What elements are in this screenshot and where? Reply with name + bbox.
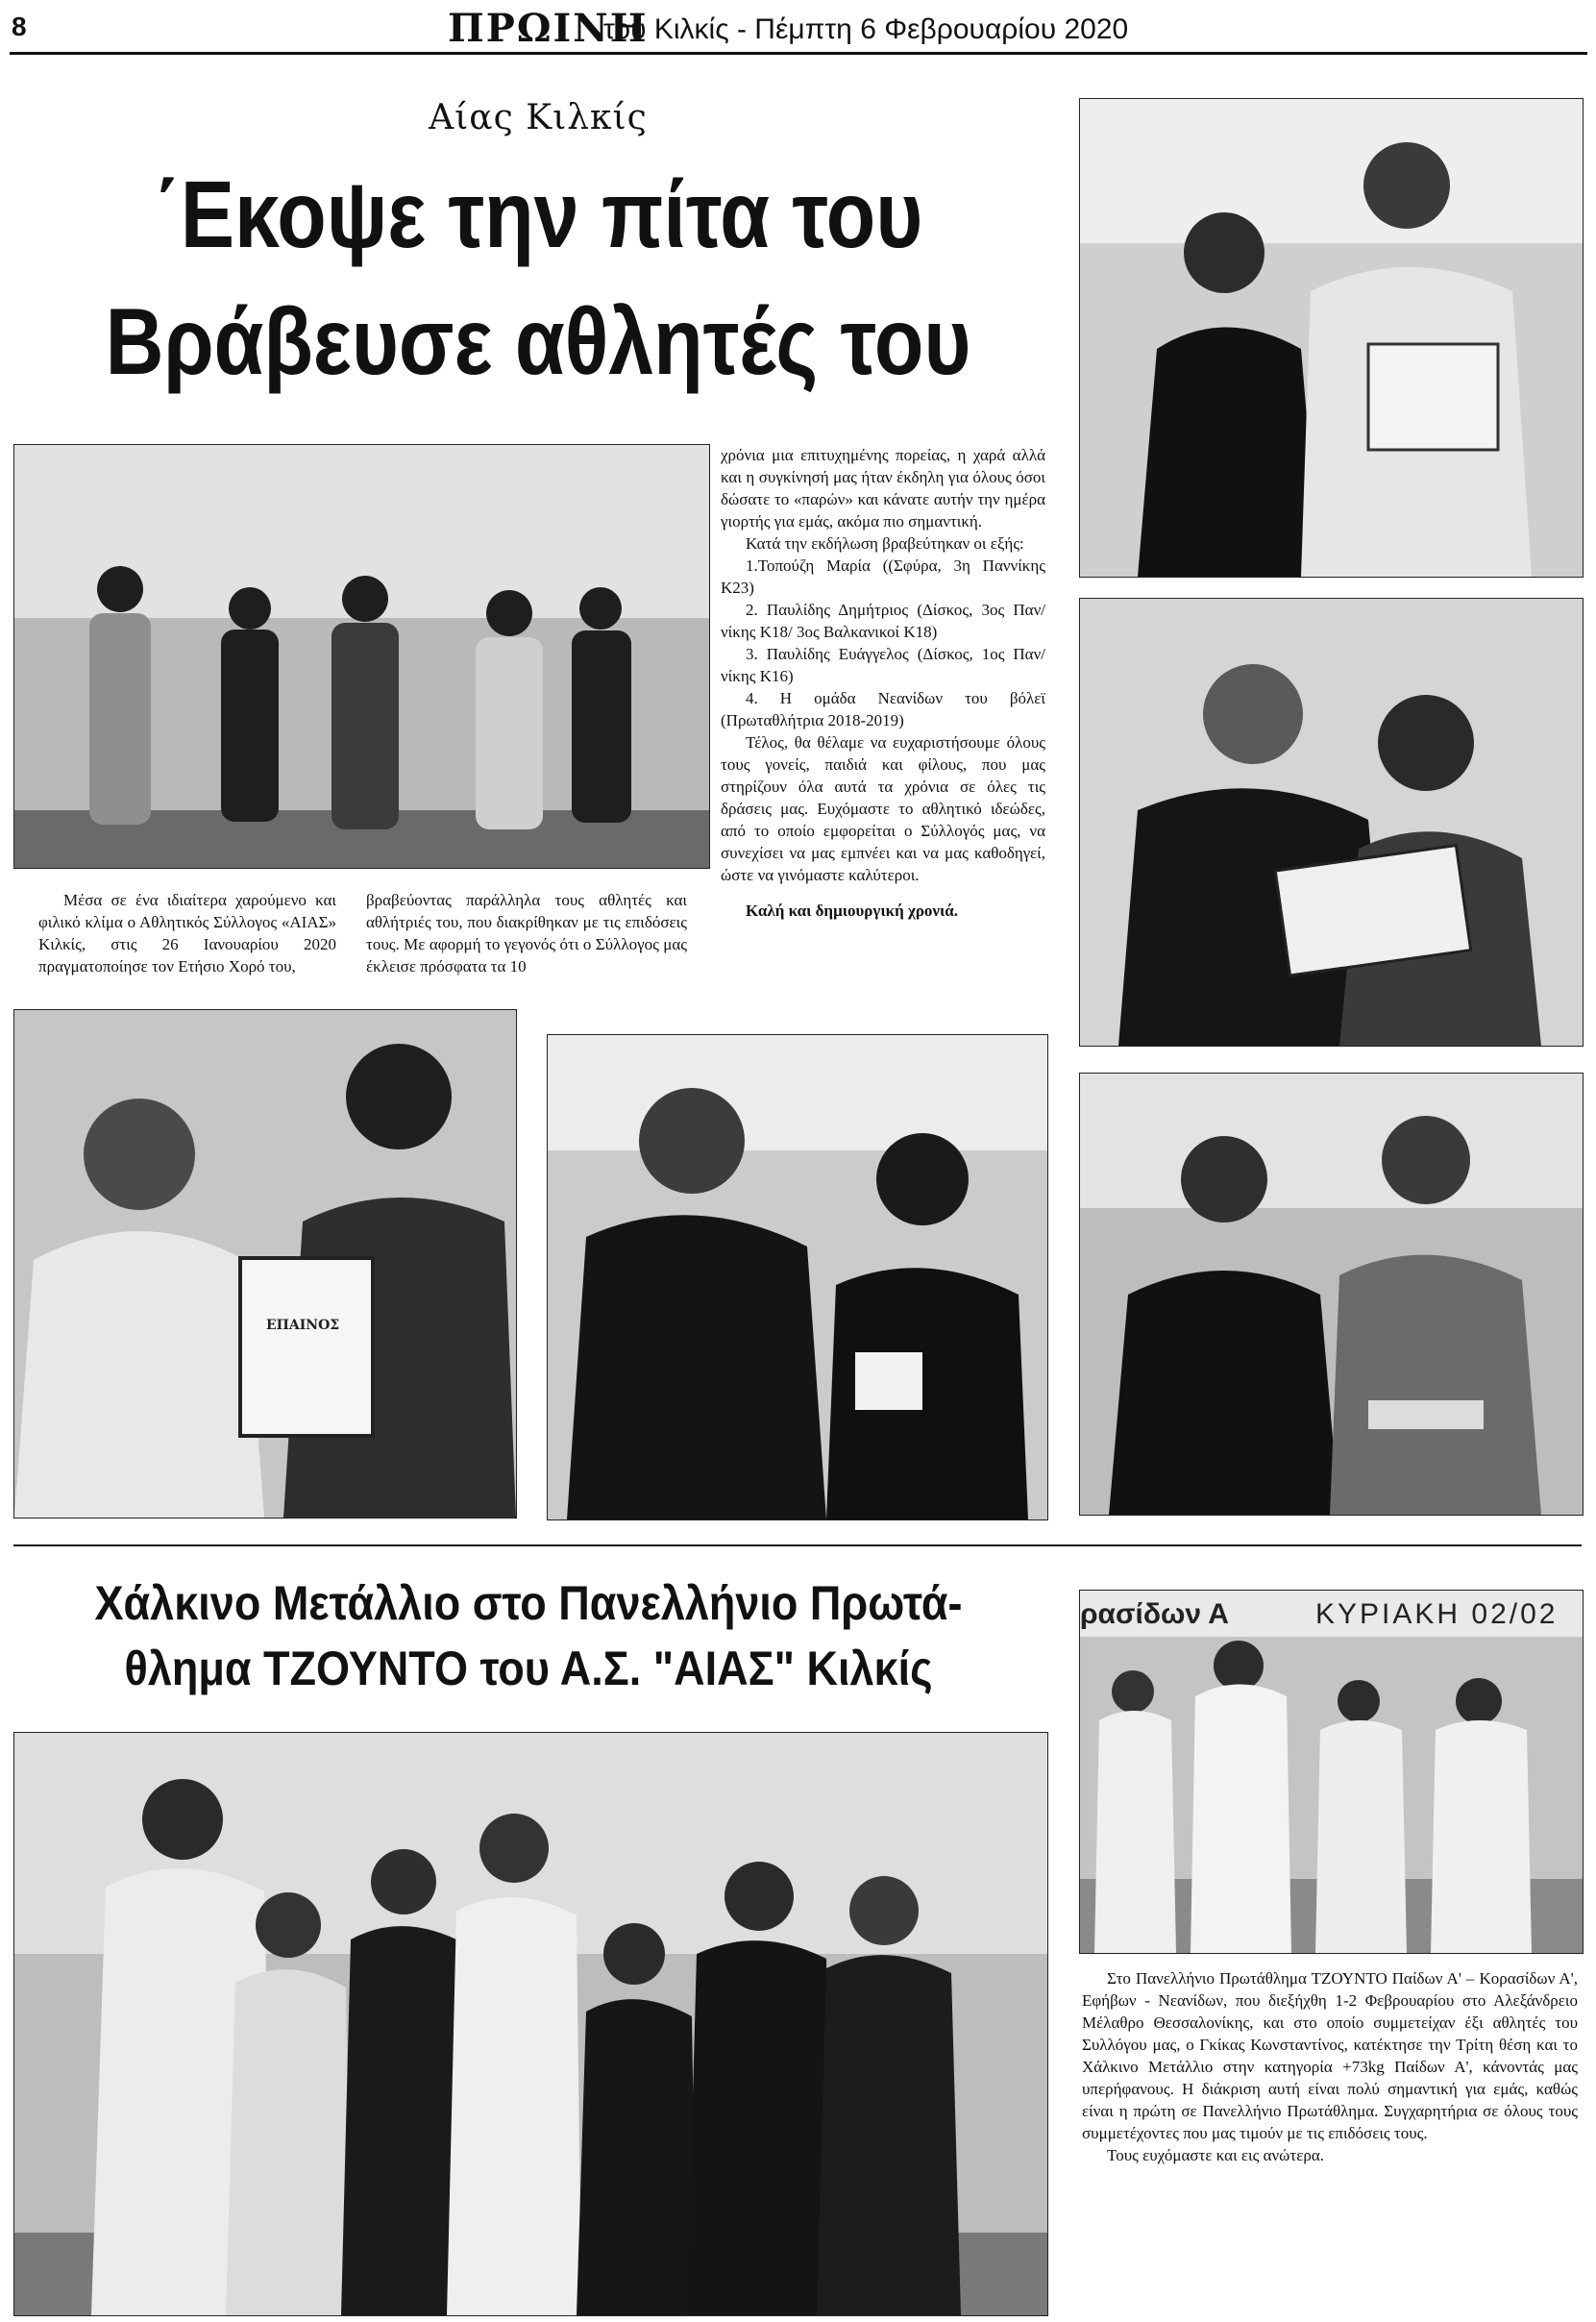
award-item-2: 2. Παυλίδης Δημήτριος (Δίσκος, 3ος Παν/νίκης Κ18/ 3ος Βαλκανικοί Κ18) — [721, 601, 1045, 641]
article1-column-1 — [38, 889, 336, 977]
article1-paragraph-1: Μέσα σε ένα ιδιαίτερα χαρούμενο και φιλικό κλίμα ο Αθλητικός Σύλλογος «ΑΙΑΣ» Κιλκίς, στις 26 Ιανουαρίου 2020 πραγματοποίησε τον Ετήσιο Χορό του, — [38, 891, 336, 976]
article2-body-column — [1082, 1967, 1578, 2166]
article1-kicker: Αίας Κιλκίς — [429, 98, 648, 137]
diploma-label: ΕΠΑΙΝΟΣ — [266, 1318, 340, 1333]
article1-headline-line2: Βράβευσε αθλητές του — [105, 288, 971, 394]
header-rule — [10, 52, 1587, 55]
article1-thanks: Τέλος, θα θέλαμε να ευχαριστήσουμε όλους τους γονείς, παιδιά και φίλους, που μας στηρίζουν όλα αυτά τα χρόνια σε όλες τις δράσεις μας. Ευχόμαστε το αθλητικό ιδεώδες, από το οποίο εμφορείται ο Σύλλογός μας, να συνεχίσει να μας εμπνέει και να μας καθοδηγεί, ώστε να γινόμαστε καλύτεροι. — [721, 733, 1045, 884]
podium-banner-left: ρασίδων Α — [1080, 1598, 1229, 1630]
photo-award-young-man — [1079, 98, 1584, 578]
photo-award-trophy-woman — [547, 1034, 1048, 1520]
photo-judo-podium — [1079, 1590, 1584, 1954]
article1-column-3 — [721, 444, 1045, 922]
photo-award-diploma — [13, 1009, 517, 1519]
photo-group-five-people — [13, 444, 710, 869]
article1-paragraph-3: χρόνια μια επιτυχημένης πορείας, η χαρά αλλά και η συγκίνησή μας ήταν έκδηλη για όλους όσοι δώσατε το «παρών» και κάνατε αυτήν την ημέρα γιορτής για εμάς, ακόμα πιο σημαντική. — [721, 446, 1045, 531]
article2-paragraph: Στο Πανελλήνιο Πρωτάθλημα ΤΖΟΥΝΤΟ Παίδων Α' – Κορασίδων Α', Εφήβων - Νεανίδων, που διεξήχθη 1-2 Φεβρουαρίου στο Αλεξάνδρειο Μέλαθρο Θεσσαλονίκης, και στο οποίο συμμετείχαν έξι αθλητές του Συλλόγου μας, ο Γκίκας Κωνσταντίνος, κατέκτησε την Τρίτη θέση και το Χάλκινο Μετάλλιο στην κατηγορία +73kg Παίδων Α', κάνοντάς μας υπερήφανους. Η διάκριση αυτή είναι πολύ σημαντική για εμάς, καθώς είναι η πρώτη σε Πανελλήνιο Πρωτάθλημα. Συγχαρητήρια σε όλους τους συμμετέχοντες που μας τιμούν με τις επιδόσεις τους. — [1082, 1969, 1578, 2142]
podium-banner-right: ΚΥΡΙΑΚΗ 02/02 — [1315, 1598, 1559, 1630]
photo-award-trophy-men — [1079, 1073, 1584, 1516]
article1-paragraph-2: βραβεύοντας παράλληλα τους αθλητές και αθλήτριές του, που διακρίθηκαν με τις επιδόσεις τους. Με αφορμή το γεγονός ότι ο Σύλλογος μας έκλεισε πρόσφατα τα 10 — [366, 891, 687, 976]
article1-headline-line1: ΄Εκοψε την πίτα του — [153, 161, 923, 267]
award-item-1: 1.Τοπούζη Μαρία ((Σφύρα, 3η Παννίκης Κ23) — [721, 556, 1045, 597]
section-divider — [13, 1544, 1582, 1546]
article2-headline-line2: θλημα ΤΖΟΥΝΤΟ του Α.Σ. "ΑΙΑΣ" Κιλκίς — [124, 1642, 933, 1695]
masthead-date: του Κιλκίς - Πέμπτη 6 Φεβρουαρίου 2020 — [603, 13, 1129, 45]
award-item-4: 4. Η ομάδα Νεανίδων του βόλεϊ (Πρωταθλήτρια 2018-2019) — [721, 689, 1045, 729]
page-number: 8 — [12, 12, 27, 41]
article1-closing: Καλή και δημιουργική χρονιά. — [746, 902, 959, 920]
masthead-title: ΠΡΩΙΝΗ — [448, 6, 649, 51]
article2-headline-line1: Χάλκινο Μετάλλιο στο Πανελλήνιο Πρωτά- — [94, 1576, 963, 1630]
photo-judo-team — [13, 1732, 1048, 2316]
article1-awarded-intro: Κατά την εκδήλωση βραβεύτηκαν οι εξής: — [746, 534, 1024, 553]
award-item-3: 3. Παυλίδης Ευάγγελος (Δίσκος, 1ος Παν/νίκης Κ16) — [721, 645, 1045, 685]
article1-column-2 — [366, 889, 687, 977]
photo-award-girl — [1079, 598, 1584, 1047]
article2-closing: Τους ευχόμαστε και εις ανώτερα. — [1107, 2146, 1324, 2164]
